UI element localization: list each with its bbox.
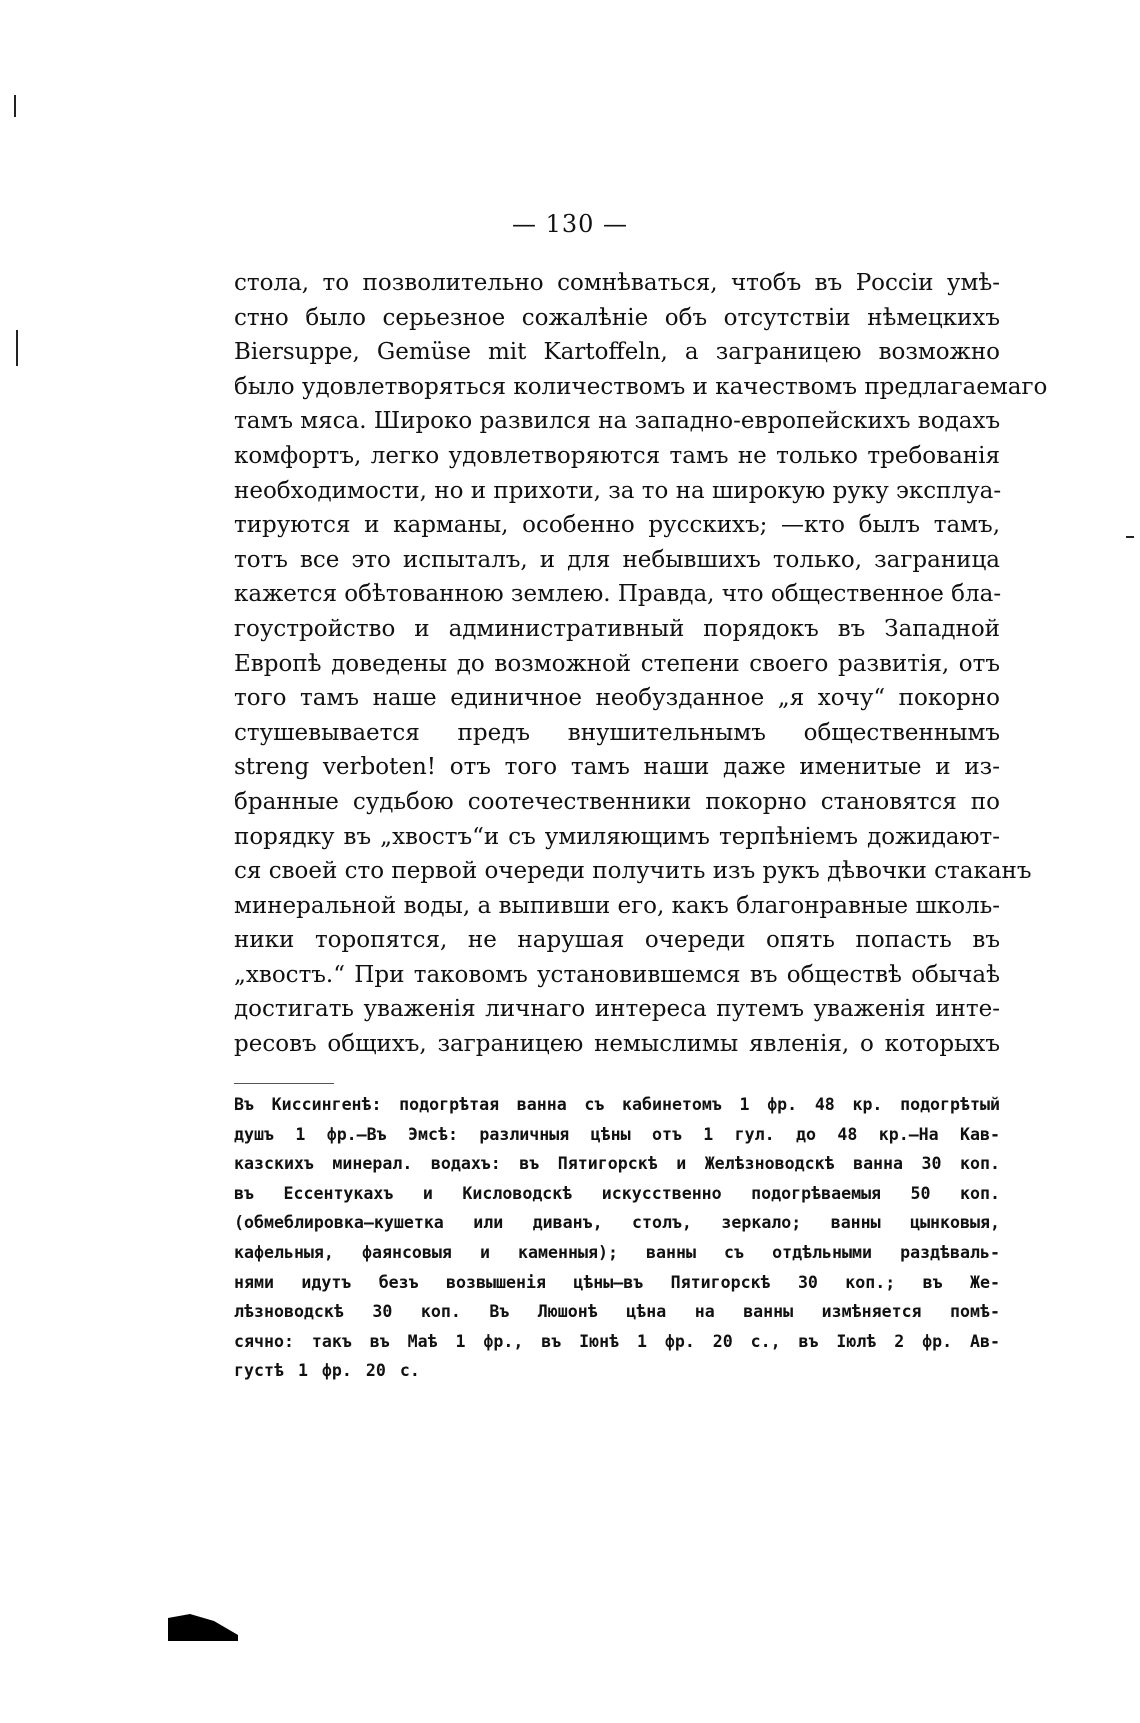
footnote-line: (обмеблировка—кушетка или диванъ, столъ, зеркало; ванны цынковыя, xyxy=(234,1213,1000,1233)
body-line: ники торопятся, не нарушая очереди опять попасть въ xyxy=(234,927,1000,954)
scan-artifact-left-top xyxy=(14,95,16,117)
scan-artifact-left-mid xyxy=(16,330,18,366)
footnote-line: лѣзноводскѣ 30 коп. Въ Люшонѣ цѣна на ванны измѣняется помѣ- xyxy=(234,1302,1000,1322)
body-line: стно было серьезное сожалѣніе объ отсутствіи нѣмецкихъ xyxy=(234,304,1000,331)
footnote-divider xyxy=(234,1083,334,1084)
body-line: тируются и карманы, особенно русскихъ; —кто былъ тамъ, xyxy=(234,512,1000,539)
body-line: необходимости, но и прихоти, за то на широкую руку эксплуа- xyxy=(234,477,1002,504)
footnote-block xyxy=(234,1090,1000,1386)
body-line: Biersuppe, Gemüse mit Kartoffeln, а заграницею возможно xyxy=(234,339,1000,366)
body-line: было удовлетворяться количествомъ и качествомъ предлагаемаго xyxy=(234,373,1048,400)
body-line: Европѣ доведены до возможной степени своего развитія, отъ xyxy=(234,650,1000,677)
body-line: минеральной воды, а выпивши его, какъ благонравные школь- xyxy=(234,892,1000,919)
footnote-line: кафельныя, фаянсовыя и каменныя); ванны съ отдѣльными раздѣваль- xyxy=(234,1242,1000,1262)
body-line: тотъ все это испыталъ, и для небывшихъ только, заграница xyxy=(234,546,1000,573)
footnote-line: Въ Киссингенѣ: подогрѣтая ванна съ кабинетомъ 1 фр. 48 кр. подогрѣтый xyxy=(234,1095,1000,1114)
body-line: порядку въ „хвостъ“и съ умиляющимъ терпѣніемъ дожидают- xyxy=(234,823,1000,850)
footnote-line: казскихъ минерал. водахъ: въ Пятигорскѣ и Желѣзноводскѣ ванна 30 коп. xyxy=(234,1154,1000,1174)
black-pointer-mark-icon xyxy=(168,1613,238,1641)
body-line: достигать уваженія личнаго интереса путемъ уваженія инте- xyxy=(234,996,1000,1023)
body-line: бранные судьбою соотечественники покорно становятся по xyxy=(234,788,1000,815)
body-line: streng verboten! отъ того тамъ наши даже именитые и из- xyxy=(234,754,1000,781)
body-line: стушевывается предъ внушительнымъ общественнымъ xyxy=(234,719,1000,746)
body-line: „хвостъ.“ При таковомъ установившемся въ обществѣ обычаѣ xyxy=(234,961,1000,988)
body-line: гоустройство и административный порядокъ въ Западной xyxy=(234,615,1000,642)
body-line: стола, то позволительно сомнѣваться, чтобъ въ Россіи умѣ- xyxy=(234,270,1000,296)
body-line: ся своей сто первой очереди получить изъ рукъ дѣвочки стаканъ xyxy=(234,858,1032,885)
footnote-line: нями идутъ безъ возвышенія цѣны—въ Пятигорскѣ 30 коп.; въ Же- xyxy=(234,1272,1000,1292)
body-line: ресовъ общихъ, заграницею немыслимы явленія, о которыхъ xyxy=(234,1031,1000,1058)
main-text-block xyxy=(234,266,1048,1062)
scan-artifact-right xyxy=(1126,536,1134,538)
footnote-line: въ Ессентукахъ и Кисловодскѣ искусственно подогрѣваемыя 50 коп. xyxy=(234,1183,1000,1203)
body-line: того тамъ наше единичное необузданное „я хочу“ покорно xyxy=(234,685,1000,712)
body-line: комфортъ, легко удовлетворяются тамъ не только требованія xyxy=(234,442,1000,469)
footnote-line: густѣ 1 фр. 20 с. xyxy=(234,1361,420,1381)
footnote-line: сячно: такъ въ Маѣ 1 фр., въ Іюнѣ 1 фр. 20 с., въ Іюлѣ 2 фр. Ав- xyxy=(234,1331,1000,1351)
body-line: кажется обѣтованною землею. Правда, что общественное бла- xyxy=(234,581,1002,608)
page-number: — 130 — xyxy=(511,210,629,238)
body-line: тамъ мяса. Широко развился на западно-европейскихъ водахъ xyxy=(234,408,1001,435)
footnote-line: душъ 1 фр.—Въ Эмсѣ: различныя цѣны отъ 1 гул. до 48 кр.—На Кав- xyxy=(234,1124,1000,1144)
